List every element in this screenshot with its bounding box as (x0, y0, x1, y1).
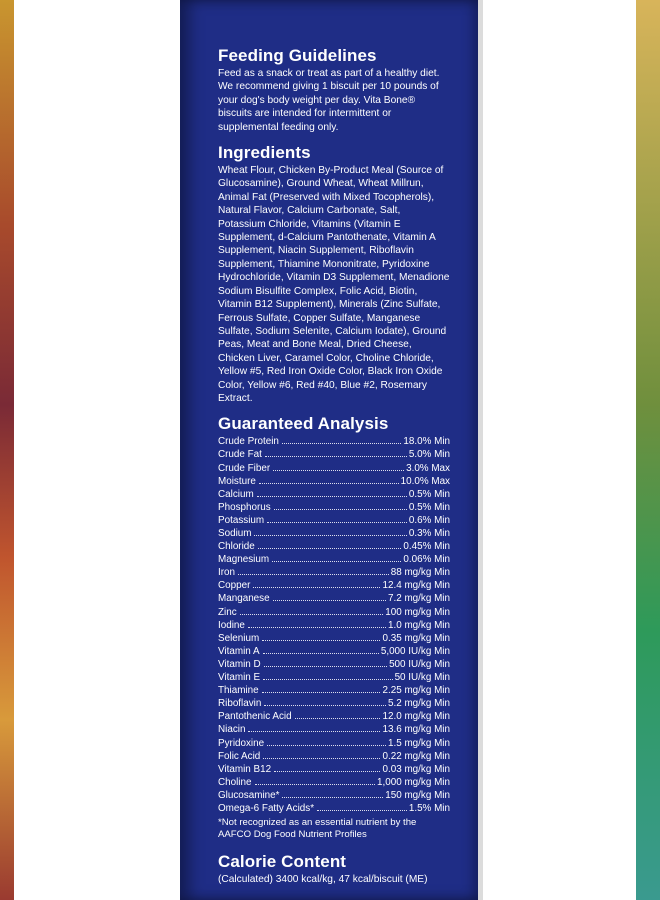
nutrient-value: 0.5% Min (408, 501, 450, 513)
nutrient-name: Vitamin A (218, 645, 260, 657)
analysis-row (218, 448, 450, 461)
analysis-row (218, 462, 450, 475)
nutrient-name: Crude Protein (218, 436, 279, 448)
nutrient-name: Manganese (218, 593, 270, 605)
nutrient-value: 500 IU/kg Min (389, 658, 450, 670)
analysis-row (218, 553, 450, 566)
nutrient-value: 88 mg/kg Min (390, 567, 450, 579)
nutrient-name: Vitamin E (218, 672, 261, 684)
dot-leader (264, 704, 386, 706)
dot-leader (274, 770, 380, 772)
nutrient-value: 13.6 mg/kg Min (382, 724, 450, 736)
analysis-section (218, 414, 450, 842)
left-packaging-edge (0, 0, 14, 900)
nutrition-panel (180, 0, 478, 900)
dot-leader (255, 783, 375, 785)
analysis-row (218, 723, 450, 736)
analysis-row (218, 750, 450, 763)
analysis-row (218, 802, 450, 815)
dot-leader (248, 626, 386, 628)
dot-leader (274, 508, 407, 510)
analysis-row (218, 606, 450, 619)
calorie-section (218, 852, 450, 886)
dot-leader (248, 730, 380, 732)
nutrient-value: 1.0 mg/kg Min (387, 619, 450, 631)
nutrient-name: Glucosamine* (218, 789, 280, 801)
dot-leader (258, 547, 402, 549)
nutrient-name: Sodium (218, 528, 252, 539)
nutrient-name: Iodine (218, 619, 245, 631)
analysis-row (218, 789, 450, 802)
dot-leader (264, 665, 387, 667)
nutrient-name: Folic Acid (218, 750, 261, 762)
analysis-row (218, 737, 450, 750)
nutrient-name: Riboflavin (218, 698, 262, 710)
analysis-row (218, 475, 450, 488)
analysis-row (218, 776, 450, 789)
nutrient-name: Choline (218, 776, 252, 788)
dot-leader (265, 455, 407, 457)
dot-leader (267, 521, 407, 523)
nutrient-value: 50 IU/kg Min (394, 672, 450, 684)
analysis-row (218, 671, 450, 684)
analysis-row (218, 697, 450, 710)
dot-leader (273, 599, 386, 601)
nutrient-name: Copper (218, 580, 251, 592)
nutrient-value: 12.0 mg/kg Min (382, 711, 450, 723)
dot-leader (272, 560, 401, 562)
ingredients-title: Ingredients (218, 143, 311, 163)
feeding-title: Feeding Guidelines (218, 46, 377, 65)
left-box-side (14, 0, 180, 900)
nutrient-value: 10.0% Max (400, 475, 450, 487)
nutrient-name: Zinc (218, 606, 237, 618)
nutrient-name: Potassium (218, 514, 265, 526)
analysis-row (218, 763, 450, 776)
nutrient-name: Thiamine (218, 685, 259, 697)
nutrient-value: 0.06% Min (403, 554, 450, 566)
dot-leader (295, 717, 381, 719)
nutrient-value: 18.0% Min (403, 436, 450, 448)
nutrient-value: 150 mg/kg Min (385, 789, 450, 801)
dot-leader (263, 652, 379, 654)
dot-leader (267, 744, 386, 746)
nutrient-name: Chloride (218, 541, 255, 553)
analysis-row (218, 619, 450, 632)
dot-leader (262, 639, 380, 641)
nutrient-value: 0.5% Min (408, 488, 450, 500)
dot-leader (238, 573, 389, 575)
ingredients-section (218, 143, 450, 405)
dot-leader (273, 469, 404, 471)
analysis-row (218, 645, 450, 658)
nutrient-value: 1.5% Min (408, 802, 450, 814)
dot-leader (259, 482, 399, 484)
nutrient-value: 1.5 mg/kg Min (387, 737, 450, 749)
analysis-row (218, 566, 450, 579)
feeding-section (218, 46, 450, 134)
analysis-footnote: *Not recognized as an essential nutrient by the AAFCO Dog Food Nutrient Profiles (218, 817, 417, 841)
dot-leader (282, 442, 401, 444)
nutrient-value: 0.6% Min (408, 514, 450, 526)
nutrient-value: 5.0% Min (408, 449, 450, 461)
analysis-table (218, 435, 450, 815)
analysis-row (218, 592, 450, 605)
nutrient-value: 0.45% Min (403, 541, 450, 553)
nutrient-value: 0.03 mg/kg Min (382, 763, 450, 775)
nutrient-name: Omega-6 Fatty Acids* (218, 802, 315, 814)
dot-leader (262, 691, 381, 693)
nutrient-name: Crude Fat (218, 449, 262, 461)
nutrient-value: 1,000 mg/kg Min (376, 776, 450, 788)
dot-leader (263, 757, 380, 759)
nutrient-name: Iron (218, 567, 236, 579)
nutrient-name: Phosphorus (218, 501, 271, 513)
nutrient-name: Pyridoxine (218, 737, 265, 749)
calorie-title: Calorie Content (218, 851, 347, 871)
nutrient-name: Moisture (218, 475, 256, 487)
analysis-row (218, 579, 450, 592)
right-box-side (478, 0, 636, 900)
nutrient-name: Vitamin D (218, 658, 261, 670)
analysis-row (218, 658, 450, 671)
nutrient-name: Calcium (218, 488, 254, 500)
nutrient-value: 3.0% Max (406, 462, 450, 474)
dot-leader (240, 613, 384, 615)
dot-leader (254, 534, 406, 536)
analysis-title: Guaranteed Analysis (218, 414, 389, 434)
analysis-row (218, 501, 450, 514)
analysis-row (218, 632, 450, 645)
ingredients-text: Wheat Flour, Chicken By-Product Meal (Source of Glucosamine), Ground Wheat, Wheat Millrun, Animal Fat (Preserved with Mixed Tocopherols), Natural Flavor, Calcium Carbonate, Salt, Potassium Chloride, Vitamins (Vitamin E Supplement, d-Calcium Pantothenate, Vitamin A Supplement, Niacin Supplement, Riboflavin Supplement, Thiamine Mononitrate, Pyridoxine Hydrochloride, Vitamin D3 Supplement, Menadione Sodium Bisulfite Complex, Folic Acid, Biotin, Vitamin B12 Supplement), Minerals (Zinc Sulfate, Ferrous Sulfate, Copper Sulfate, Manganese Sulfate, Sodium Selenite, Calcium Iodate), Ground Peas, Meat and Bone Meal, Dried Cheese, Chicken Liver, Caramel Color, Choline Chloride, Yellow #5, Red Iron Oxide Color, Black Iron Oxide Color, Yellow #6, Red #40, Blue #2, Rosemary Extract. (218, 165, 450, 404)
feeding-text: Feed as a snack or treat as part of a healthy diet. We recommend giving 1 biscuit per 10 pounds of your dog's body weight per day. Vita Bone® biscuits are intended for intermittent or supplemental feeding only. (218, 68, 440, 133)
analysis-row (218, 488, 450, 501)
nutrient-value: 12.4 mg/kg Min (382, 580, 450, 592)
nutrient-value: 0.35 mg/kg Min (382, 632, 450, 644)
dot-leader (263, 678, 392, 680)
dot-leader (282, 796, 383, 798)
nutrient-value: 100 mg/kg Min (385, 606, 450, 618)
panel-content (218, 46, 450, 886)
analysis-row (218, 540, 450, 553)
dot-leader (253, 586, 380, 588)
nutrient-value: 2.25 mg/kg Min (382, 685, 450, 697)
analysis-row (218, 435, 450, 448)
right-packaging-edge (636, 0, 660, 900)
nutrient-value: 5,000 IU/kg Min (380, 645, 450, 657)
nutrient-name: Magnesium (218, 554, 270, 566)
calorie-text: (Calculated) 3400 kcal/kg, 47 kcal/biscuit (ME) (218, 873, 428, 885)
dot-leader (317, 809, 407, 811)
analysis-row (218, 514, 450, 527)
nutrient-value: 0.22 mg/kg Min (382, 750, 450, 762)
analysis-row (218, 710, 450, 723)
right-box-crease (478, 0, 483, 900)
nutrient-name: Selenium (218, 632, 260, 644)
nutrient-value: 5.2 mg/kg Min (387, 698, 450, 710)
nutrient-name: Pantothenic Acid (218, 711, 292, 723)
nutrient-value: 0.3% Min (408, 528, 450, 539)
nutrient-name: Crude Fiber (218, 462, 271, 474)
nutrient-value: 7.2 mg/kg Min (387, 593, 450, 605)
nutrient-name: Vitamin B12 (218, 763, 272, 775)
analysis-row (218, 684, 450, 697)
dot-leader (257, 495, 407, 497)
nutrient-name: Niacin (218, 724, 246, 736)
analysis-row (218, 527, 450, 540)
